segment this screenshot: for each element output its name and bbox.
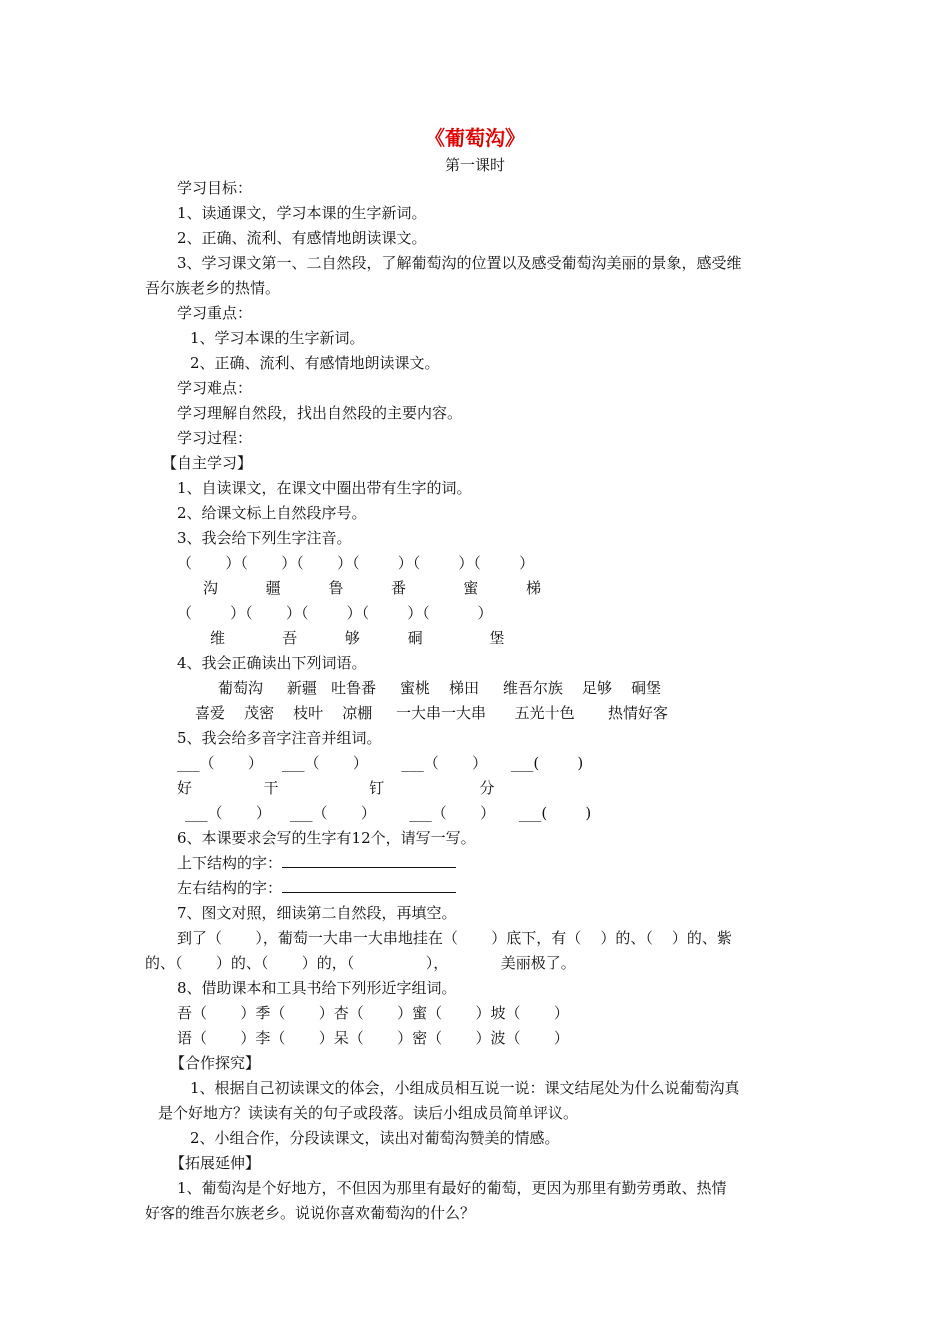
left-right-structure-row xyxy=(177,878,456,898)
goal-2: 2、正确、流利、有感情地朗读课文。 xyxy=(177,229,427,247)
top-bottom-structure-row xyxy=(177,853,456,873)
key-point-2: 2、正确、流利、有感情地朗读课文。 xyxy=(190,354,440,372)
difficulty-text: 学习理解自然段，找出自然段的主要内容。 xyxy=(177,404,463,422)
goal-1: 1、读通课文，学习本课的生字新词。 xyxy=(177,204,427,222)
characters-row-2: 维 吾 够 硐 堡 xyxy=(210,629,505,647)
polyphone-blanks-row-2: ___（ ） ___（ ） ___（ ） ___( ) xyxy=(185,804,592,822)
self-study-item-1: 1、自读课文，在课文中圈出带有生字的词。 xyxy=(177,479,472,497)
pinyin-blanks-row-1: （ ）（ ）（ ）（ ）（ ）（ ） xyxy=(177,554,535,572)
page-title: 《葡萄沟》 xyxy=(425,126,525,150)
left-right-answer-line[interactable] xyxy=(282,878,456,893)
learning-goals-heading: 学习目标： xyxy=(177,179,253,197)
process-heading: 学习过程： xyxy=(177,429,253,447)
self-study-item-2: 2、给课文标上自然段序号。 xyxy=(177,504,367,522)
top-bottom-answer-line[interactable] xyxy=(282,853,456,868)
left-right-structure-label: 左右结构的字： xyxy=(177,879,283,897)
goal-3-continued: 吾尔族老乡的热情。 xyxy=(145,279,281,297)
cooperative-item-1: 1、根据自己初读课文的体会，小组成员相互说一说：课文结尾处为什么说葡萄沟真 xyxy=(190,1079,740,1097)
cooperative-item-2: 2、小组合作，分段读课文，读出对葡萄沟赞美的情感。 xyxy=(190,1129,560,1147)
self-study-item-4: 4、我会正确读出下列词语。 xyxy=(177,654,367,672)
word-list-row-2: 喜爱 茂密 枝叶 凉棚 一大串一大串 五光十色 热情好客 xyxy=(195,704,669,722)
characters-row-1: 沟 疆 鲁 番 蜜 梯 xyxy=(203,579,541,597)
extension-item-1-continued: 好客的维吾尔族老乡。说说你喜欢葡萄沟的什么？ xyxy=(145,1204,476,1222)
similar-characters-row-2: 语（ ）李（ ）呆（ ）密（ ）波（ ） xyxy=(177,1029,569,1047)
fill-blank-line-2: 的、（ ）的、（ ）的，（ ）， 美丽极了。 xyxy=(145,954,576,972)
key-points-heading: 学习重点： xyxy=(177,304,253,322)
page-subtitle: 第一课时 xyxy=(444,156,505,174)
extension-heading: 【拓展延伸】 xyxy=(170,1154,261,1172)
self-study-item-3: 3、我会给下列生字注音。 xyxy=(177,529,352,547)
cooperative-item-1-continued: 是个好地方？读读有关的句子或段落。读后小组成员简单评议。 xyxy=(158,1104,579,1122)
similar-characters-row-1: 吾（ ）季（ ）杏（ ）蜜（ ）坡（ ） xyxy=(177,1004,569,1022)
self-study-item-6: 6、本课要求会写的生字有12个，请写一写。 xyxy=(177,829,476,847)
pinyin-blanks-row-2: （ ）（ ）（ ）（ ）（ ） xyxy=(177,604,493,622)
key-point-1: 1、学习本课的生字新词。 xyxy=(190,329,365,347)
extension-item-1: 1、葡萄沟是个好地方，不但因为那里有最好的葡萄，更因为那里有勤劳勇敢、热情 xyxy=(177,1179,727,1197)
cooperative-heading: 【合作探究】 xyxy=(170,1054,261,1072)
word-list-row-1: 葡萄沟 新疆 吐鲁番 蜜桃 梯田 维吾尔族 足够 硐堡 xyxy=(218,679,662,697)
self-study-item-8: 8、借助课本和工具书给下列形近字组词。 xyxy=(177,979,457,997)
fill-blank-line-1: 到了（ ），葡萄一大串一大串地挂在（ ）底下，有（ ）的、（ ）的、紫 xyxy=(177,929,732,947)
difficulty-heading: 学习难点： xyxy=(177,379,253,397)
polyphone-characters: 好 干 钉 分 xyxy=(177,779,495,797)
polyphone-blanks-row-1: ___（ ） ___（ ） ___（ ） ___( ) xyxy=(177,754,584,772)
goal-3: 3、学习课文第一、二自然段，了解葡萄沟的位置以及感受葡萄沟美丽的景象，感受维 xyxy=(177,254,742,272)
top-bottom-structure-label: 上下结构的字： xyxy=(177,854,283,872)
self-study-heading: 【自主学习】 xyxy=(162,454,253,472)
self-study-item-7: 7、图文对照，细读第二自然段，再填空。 xyxy=(177,904,457,922)
self-study-item-5: 5、我会给多音字注音并组词。 xyxy=(177,729,382,747)
